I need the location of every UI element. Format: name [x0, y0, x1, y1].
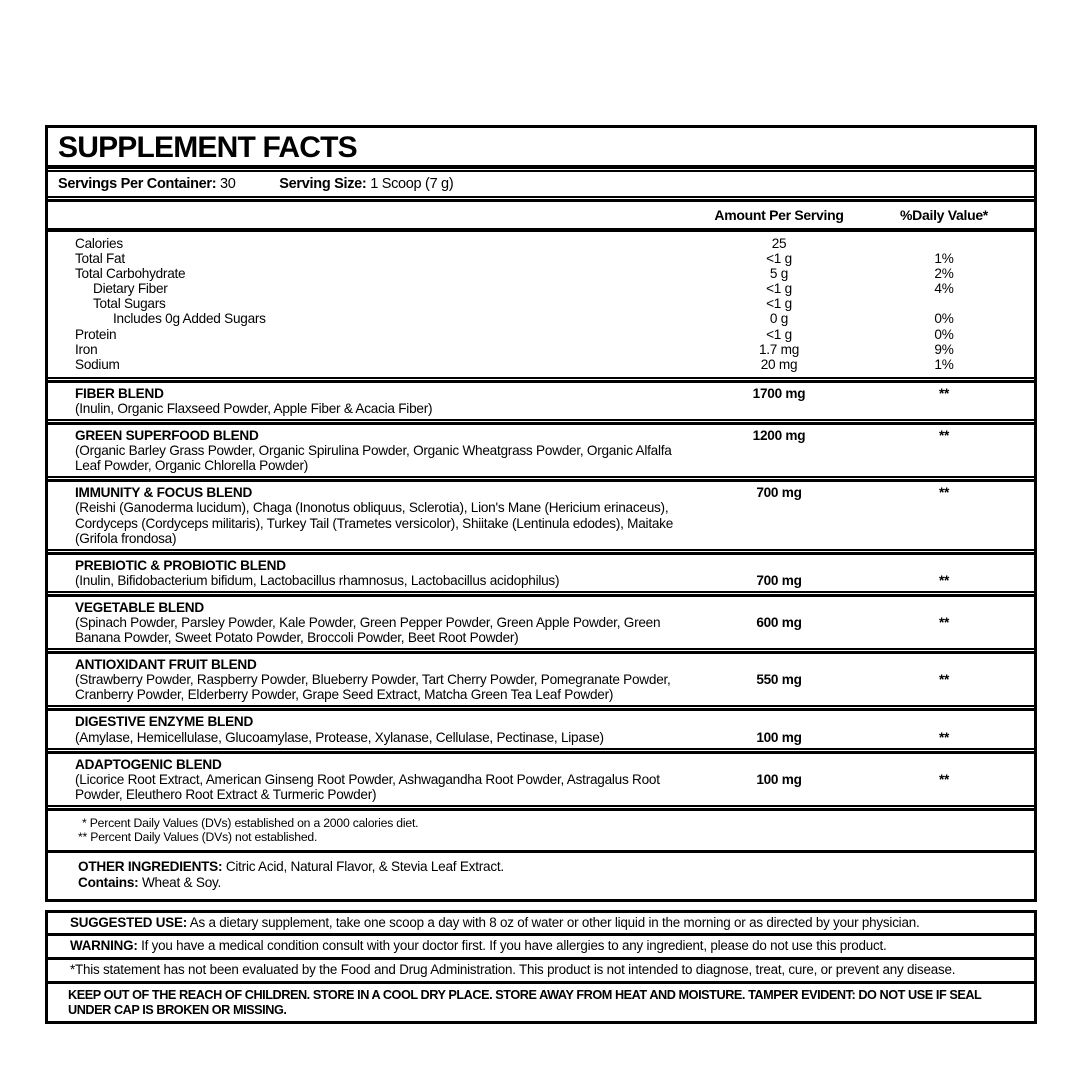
footnote-line: ** Percent Daily Values (DVs) not established.: [78, 830, 318, 845]
blend-name: PREBIOTIC & PROBIOTIC BLEND: [75, 557, 286, 573]
nutrient-amount: <1 g: [766, 296, 792, 312]
nutrient-dv: 0%: [934, 311, 954, 327]
usage-row: [48, 960, 1034, 981]
nutrient-name: Protein: [75, 326, 117, 342]
nutrient-name: Dietary Fiber: [93, 281, 168, 297]
blend-main: [48, 600, 704, 645]
nutrient-row: [48, 251, 1034, 266]
other-ingredients-line: [48, 859, 1034, 875]
usage-label: SUGGESTED USE:: [70, 914, 187, 930]
blend-main: [48, 386, 704, 416]
title-divider: [48, 165, 1034, 172]
blend-name: FIBER BLEND: [75, 385, 164, 401]
blend-dv: **: [938, 485, 950, 501]
blend-dv: **: [938, 672, 950, 688]
footnotes: [48, 811, 1034, 850]
panel-title: SUPPLEMENT FACTS: [58, 131, 357, 164]
blend-section: [48, 597, 1034, 648]
nutrient-name: Calories: [75, 236, 123, 251]
nutrient-dv: 0%: [934, 326, 954, 342]
blend-section: [48, 383, 1034, 419]
usage-row: [48, 913, 1034, 934]
usage-panel: [45, 910, 1037, 1025]
blend-dv: **: [938, 729, 950, 745]
name-column-header: [48, 207, 704, 223]
blend-ingredients: (Reishi (Ganoderma lucidum), Chaga (Inonotus obliquus, Sclerotia), Lion's Mane (Hericium erinaceus), Cordyceps (Cordyceps militaris), Turkey Tail (Trametes versicolor), Shiitake (Lentinula edodes), Maitake (Grifola frondosa): [75, 500, 674, 546]
nutrient-row: [48, 342, 1034, 357]
usage-text: KEEP OUT OF THE REACH OF CHILDREN. STORE IN A COOL DRY PLACE. STORE AWAY FROM HEAT AND MOISTURE. TAMPER EVIDENT: DO NOT USE IF SEAL UNDER CAP IS BROKEN OR MISSING.: [68, 987, 982, 1017]
nutrient-amount: 20 mg: [760, 356, 798, 372]
blend-main: [48, 428, 704, 473]
usage-row: [48, 984, 1034, 1022]
footnote-line: * Percent Daily Values (DVs) established on a 2000 calories diet.: [82, 815, 419, 830]
nutrient-rows: [48, 232, 1034, 377]
blend-amount: 1200 mg: [752, 428, 806, 444]
nutrient-amount: 0 g: [769, 311, 789, 327]
servings-per-container-value: 30: [220, 176, 236, 192]
blend-dv: **: [938, 771, 950, 787]
blend-ingredients: (Strawberry Powder, Raspberry Powder, Blueberry Powder, Tart Cherry Powder, Pomegranate Powder, Cranberry Powder, Elderberry Powder, Grape Seed Extract, Matcha Green Tea Leaf Powder): [75, 672, 671, 703]
contains-line: [48, 875, 1034, 891]
blend-sections: [48, 377, 1034, 811]
blend-main: [48, 485, 704, 545]
blend-amount: 700 mg: [756, 572, 802, 588]
dv-column-header: %Daily Value*: [900, 207, 988, 223]
blend-dv: **: [938, 572, 950, 588]
nutrient-row: [48, 281, 1034, 296]
blend-main: [48, 757, 704, 802]
usage-text: *This statement has not been evaluated by the Food and Drug Administration. This product is not intended to diagnose, treat, cure, or prevent any disease.: [70, 962, 956, 978]
nutrient-name: Iron: [75, 341, 98, 357]
nutrient-dv: 1%: [934, 356, 954, 372]
usage-text: If you have a medical condition consult with your doctor first. If you have allergies to any ingredient, please do not use this product.: [141, 938, 887, 954]
blend-amount: 100 mg: [756, 771, 802, 787]
blend-amount: 550 mg: [756, 672, 802, 688]
blend-ingredients: (Licorice Root Extract, American Ginseng Root Powder, Ashwagandha Root Powder, Astragalus Root Powder, Eleuthero Root Extract & Turmeric Powder): [75, 771, 660, 802]
usage-text: As a dietary supplement, take one scoop a day with 8 oz of water or other liquid in the morning or as directed by your physician.: [189, 914, 920, 930]
nutrient-dv: 1%: [934, 251, 954, 267]
supplement-facts-panel: [45, 125, 1037, 902]
blend-section: [48, 555, 1034, 591]
blend-dv: **: [938, 385, 950, 401]
blend-name: IMMUNITY & FOCUS BLEND: [75, 485, 253, 501]
nutrient-name: Total Sugars: [93, 296, 166, 312]
servings-per-container: [58, 176, 236, 192]
nutrient-amount: <1 g: [766, 251, 792, 267]
nutrient-amount: <1 g: [766, 281, 792, 297]
blend-ingredients: (Inulin, Organic Flaxseed Powder, Apple Fiber & Acacia Fiber): [75, 400, 433, 416]
blend-dv: **: [938, 614, 950, 630]
nutrient-name: Total Fat: [75, 251, 125, 267]
blend-name: DIGESTIVE ENZYME BLEND: [75, 714, 254, 730]
nutrient-dv: [854, 296, 1034, 311]
blend-section: [48, 482, 1034, 548]
nutrient-name: Total Carbohydrate: [75, 266, 186, 282]
nutrient-name: Sodium: [75, 356, 120, 372]
other-ingredients-value: Citric Acid, Natural Flavor, & Stevia Leaf Extract.: [225, 858, 504, 874]
nutrient-row: [48, 296, 1034, 311]
blend-section: [48, 654, 1034, 705]
blend-name: ADAPTOGENIC BLEND: [75, 756, 222, 772]
blend-dv: **: [938, 428, 950, 444]
label-area: [45, 125, 1037, 1024]
nutrient-row: [48, 327, 1034, 342]
blend-ingredients: (Inulin, Bifidobacterium bifidum, Lactobacillus rhamnosus, Lactobacillus acidophilus): [75, 572, 560, 588]
nutrient-dv: 2%: [934, 266, 954, 282]
blend-amount: 600 mg: [756, 614, 802, 630]
blend-section: [48, 754, 1034, 805]
blend-amount: 100 mg: [756, 729, 802, 745]
usage-label: WARNING:: [70, 938, 138, 954]
nutrient-row: [48, 266, 1034, 281]
usage-row: [48, 936, 1034, 957]
other-ingredients-section: [48, 853, 1034, 899]
blend-section: [48, 425, 1034, 476]
nutrient-amount: <1 g: [766, 326, 792, 342]
contains-label: Contains:: [78, 874, 139, 890]
blend-ingredients: (Spinach Powder, Parsley Powder, Kale Powder, Green Pepper Powder, Green Apple Powder, Green Banana Powder, Sweet Potato Powder, Broccoli Powder, Beet Root Powder): [75, 614, 661, 646]
blend-main: [48, 657, 704, 702]
nutrient-row: [48, 357, 1034, 372]
serving-size-label: Serving Size:: [279, 176, 367, 192]
nutrient-name: Includes 0g Added Sugars: [113, 311, 266, 327]
serving-size-value: 1 Scoop (7 g): [370, 176, 454, 192]
blend-main: [48, 714, 704, 744]
blend-main: [48, 558, 704, 588]
contains-value: Wheat & Soy.: [141, 874, 222, 890]
blend-amount: 1700 mg: [752, 385, 806, 401]
blend-amount: 700 mg: [756, 485, 802, 501]
nutrient-dv: 9%: [934, 341, 954, 357]
servings-row: [48, 172, 1034, 196]
serving-size: [279, 176, 453, 192]
nutrient-amount: 5 g: [769, 266, 789, 282]
nutrient-amount: 1.7 mg: [758, 341, 800, 357]
servings-per-container-label: Servings Per Container:: [58, 176, 217, 192]
nutrient-row: [48, 311, 1034, 326]
amount-column-header: Amount Per Serving: [714, 207, 844, 223]
nutrient-amount: 25: [771, 236, 787, 251]
other-ingredients-label: OTHER INGREDIENTS:: [78, 858, 223, 874]
nutrient-dv: 4%: [934, 281, 954, 297]
blend-ingredients: (Amylase, Hemicellulase, Glucoamylase, Protease, Xylanase, Cellulase, Pectinase, Lipase): [75, 729, 604, 745]
blend-ingredients: (Organic Barley Grass Powder, Organic Spirulina Powder, Organic Wheatgrass Powder, Organic Alfalfa Leaf Powder, Organic Chlorella Powder): [75, 443, 672, 474]
blend-section: [48, 711, 1034, 747]
column-headers: [48, 202, 1034, 228]
blend-name: VEGETABLE BLEND: [75, 599, 204, 615]
nutrient-row: [48, 236, 1034, 251]
nutrient-dv: [854, 236, 1034, 251]
blend-name: GREEN SUPERFOOD BLEND: [75, 428, 259, 444]
blend-name: ANTIOXIDANT FRUIT BLEND: [75, 657, 257, 673]
